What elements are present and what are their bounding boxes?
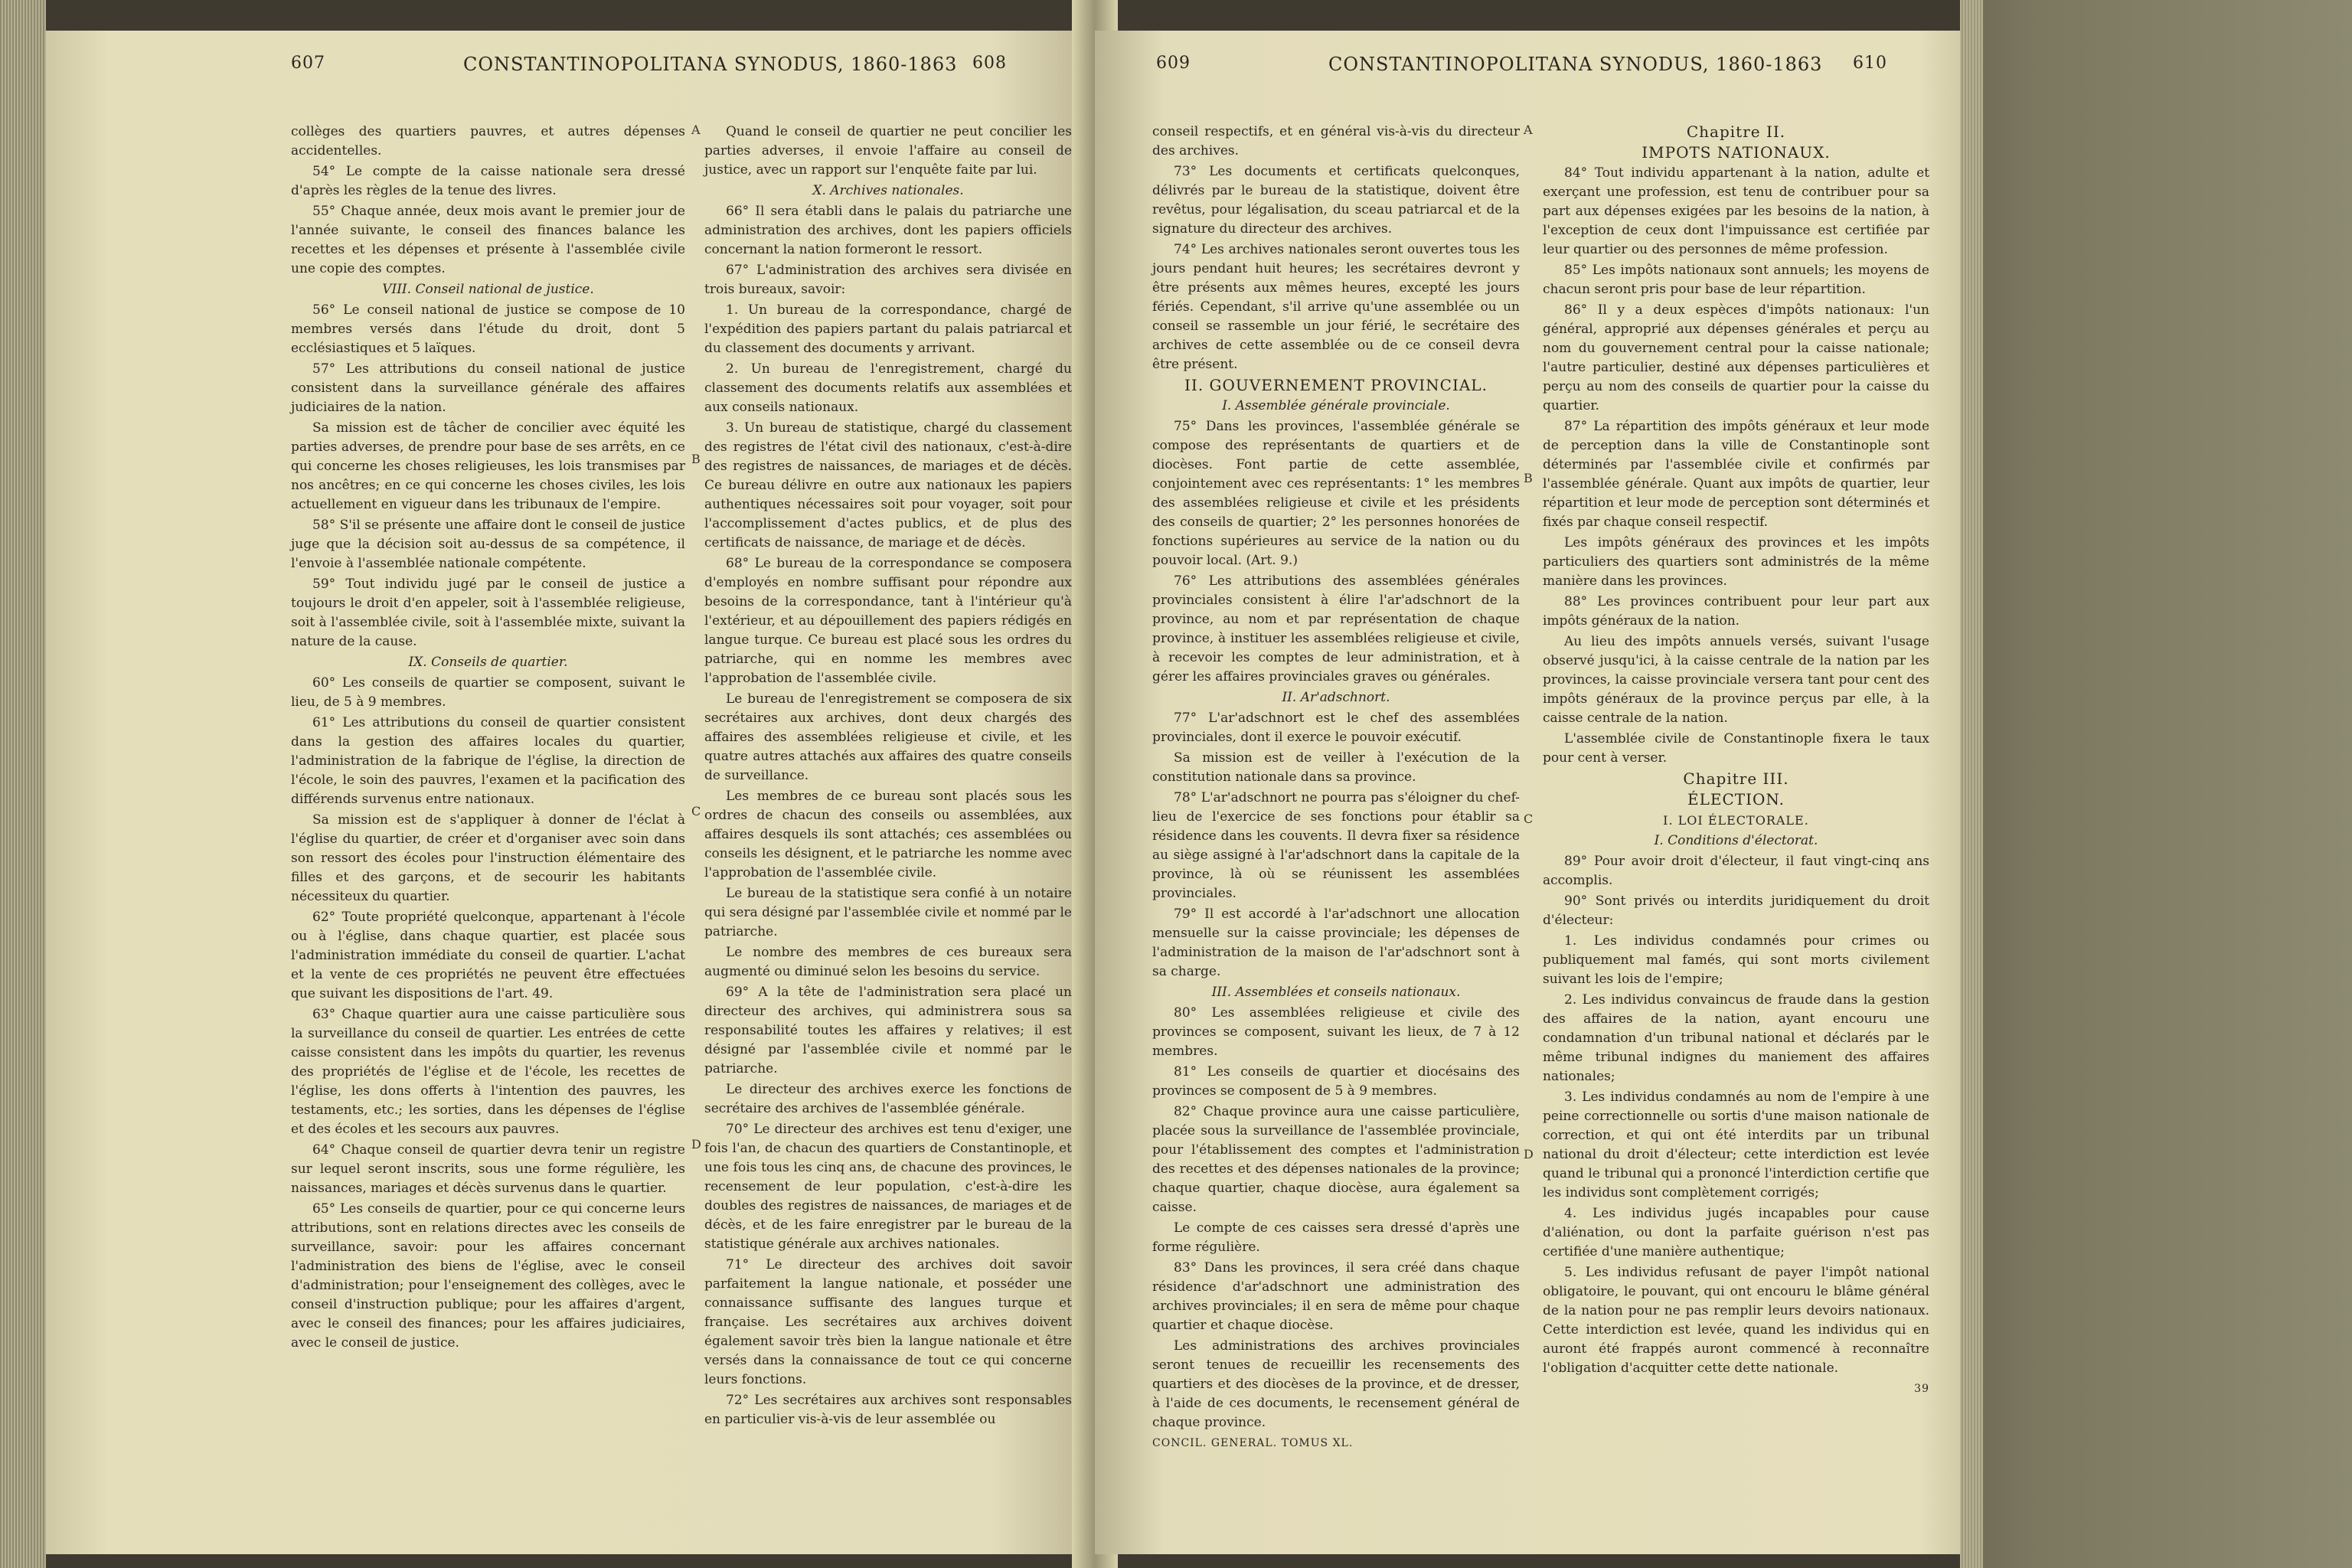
paragraph: 79° Il est accordé à l'ar'adschnort une allocation mensuelle sur la caisse provinciale; les dépenses de l'administration de la maison de l'ar'adschnort sont à sa charge. <box>1152 906 1520 979</box>
margin-marker-c: C <box>1524 812 1534 826</box>
page-number-608: 608 <box>972 54 1007 73</box>
footer-signature: CONCIL. GENERAL. TOMUS XL. <box>1152 1437 1354 1449</box>
chapter-heading: II. GOUVERNEMENT PROVINCIAL. <box>1184 376 1488 394</box>
paragraph: 1. Un bureau de la correspondance, chargé de l'expédition des papiers partant du palais patriarcal et du classement des documents y arrivant. <box>704 302 1072 356</box>
paragraph: Sa mission est de veiller à l'exécution de la constitution nationale dans sa province. <box>1152 750 1520 785</box>
paragraph: 2. Un bureau de l'enregistrement, chargé du classement des documents relatifs aux assemblées et aux conseils nationaux. <box>704 361 1072 415</box>
margin-marker-d: D <box>1524 1147 1534 1161</box>
paragraph: Le bureau de la statistique sera confié à un notaire qui sera désigné par l'assemblée civile et nommé par le patriarche. <box>704 886 1072 939</box>
paragraph: 76° Les attributions des assemblées générales provinciales consistent à élire l'ar'adschnort de la province, au nom et par représentation de chaque province, à instituer les assemblées religieuse et civile, à recevoir les comptes de leur administration, et à gérer les affaires provinciales graves ou générales. <box>1152 573 1520 684</box>
paragraph: Le nombre des membres de ces bureaux sera augmenté ou diminué selon les besoins du service. <box>704 945 1072 979</box>
paragraph: 84° Tout individu appartenant à la nation, adulte et exerçant une profession, est tenu de contribuer pour sa part aux dépenses exigées par les besoins de la nation, à l'exception de ceux dont l'impuissance est certifiée par leur quartier ou des personnes de même profession. <box>1543 165 1929 257</box>
paragraph: 72° Les secrétaires aux archives sont responsables en particulier vis-à-vis de leur assemblée ou <box>704 1393 1072 1427</box>
paragraph: 65° Les conseils de quartier, pour ce qui concerne leurs attributions, sont en relations directes avec les conseils de surveillance, savoir: pour les affaires concernant l'administration des biens de l'église, avec le conseil d'administration; pour l'enseignement des collèges, avec le conseil d'instruction publique; pour les affaires d'argent, avec le conseil des finances; pour les affaires judiciaires, avec le conseil de justice. <box>291 1201 685 1351</box>
paragraph: 66° Il sera établi dans le palais du patriarche une administration des archives, dont les papiers officiels concernant la nation formeront le ressort. <box>704 204 1072 257</box>
paragraph: 89° Pour avoir droit d'électeur, il faut vingt-cinq ans accomplis. <box>1543 854 1929 888</box>
paragraph: 80° Les assemblées religieuse et civile des provinces se composent, suivant les lieux, de 7 à 12 membres. <box>1152 1005 1520 1059</box>
paragraph: 71° Le directeur des archives doit savoir parfaitement la langue nationale, et posséder une connaissance suffisante des langues turque et française. Les secrétaires aux archives doivent également savoir très bien la langue nationale et être versés dans la connaissance de tout ce qui concerne leurs fonctions. <box>704 1257 1072 1387</box>
paragraph: 59° Tout individu jugé par le conseil de justice a toujours le droit d'en appeler, soit à l'assemblée religieuse, soit à l'assemblée civile, soit à l'assemblée mixte, suivant la nature de la cause. <box>291 577 685 649</box>
paragraph: 54° Le compte de la caisse nationale sera dressé d'après les règles de la tenue des livres. <box>291 164 685 198</box>
paragraph: 57° Les attributions du conseil national de justice consistent dans la surveillance générale des affaires judiciaires de la nation. <box>291 361 685 415</box>
paragraph: Quand le conseil de quartier ne peut concilier les parties adverses, il envoie l'affaire au conseil de justice, avec un rapport sur l'enquête faite par lui. <box>704 124 1072 178</box>
paragraph: 77° L'ar'adschnort est le chef des assemblées provinciales, dont il exerce le pouvoir exécutif. <box>1152 710 1520 745</box>
paragraph: 78° L'ar'adschnort ne pourra pas s'éloigner du chef-lieu de l'exercice de ses fonctions pour établir sa résidence dans les couvents. Il devra fixer sa résidence au siège assigné à l'ar'adschnort dans la capitale de la province, là où se réunissent les assemblées provinciales. <box>1152 790 1520 901</box>
margin-marker-a: A <box>1524 122 1533 137</box>
paragraph: 1. Les individus condamnés pour crimes ou publiquement mal famés, qui sont morts civilement suivant les lois de l'empire; <box>1543 933 1929 987</box>
column-607 <box>291 122 685 1354</box>
paragraph: 82° Chaque province aura une caisse particulière, placée sous la surveillance de l'assemblée provinciale, pour l'établissement des comptes et l'administration des recettes et des dépenses nationales de la province; chaque quartier, chaque diocèse, aura également sa caisse. <box>1152 1104 1520 1215</box>
paragraph: 56° Le conseil national de justice se compose de 10 membres versés dans l'étude du droit, dont 5 ecclésiastiques et 5 laïques. <box>291 302 685 356</box>
chapter-title: IMPOTS NATIONAUX. <box>1642 143 1831 162</box>
paragraph: 64° Chaque conseil de quartier devra tenir un registre sur lequel seront inscrits, sous une forme régulière, les naissances, mariages et décès survenus dans le quartier. <box>291 1142 685 1196</box>
paragraph: conseil respectifs, et en général vis-à-vis du directeur des archives. <box>1152 124 1520 158</box>
chapter-heading: Chapitre II. <box>1686 122 1786 141</box>
paragraph: 74° Les archives nationales seront ouvertes tous les jours pendant huit heures; les secrétaires devront y être présents aux mêmes heures, excepté les jours fériés. Cependant, s'il arrive qu'une assemblée ou un conseil se rassemble un jour férié, le secrétaire des archives de cette assemblée ou de ce conseil devra être présent. <box>1152 242 1520 372</box>
page-number-610: 610 <box>1853 54 1887 73</box>
paragraph: Les impôts généraux des provinces et les impôts particuliers des quartiers sont administrés de la même manière dans les provinces. <box>1543 535 1929 589</box>
section-heading: I. Assemblée générale provinciale. <box>1222 398 1450 413</box>
paragraph: L'assemblée civile de Constantinople fixera le taux pour cent à verser. <box>1543 731 1929 766</box>
section-heading: VIII. Conseil national de justice. <box>382 282 594 297</box>
paragraph: 60° Les conseils de quartier se composent, suivant le lieu, de 5 à 9 membres. <box>291 675 685 710</box>
paragraph: 58° S'il se présente une affaire dont le conseil de justice juge que la décision soit au-dessus de sa compétence, il l'envoie à l'assemblée nationale compétente. <box>291 518 685 571</box>
left-page <box>46 31 1095 1554</box>
section-heading: III. Assemblées et conseils nationaux. <box>1211 985 1461 1000</box>
section-heading: X. Archives nationales. <box>812 183 964 198</box>
paragraph: 3. Un bureau de statistique, chargé du classement des registres de l'état civil des nationaux, c'est-à-dire des registres de naissances, de mariages et de décès. Ce bureau délivre en outre aux nationaux les papiers authentiques nécessaires soit pour voyager, soit pour l'accomplissement d'actes publics, et de plus des certificats de naissance, de mariage et de décès. <box>704 420 1072 550</box>
section-heading: I. Conditions d'électorat. <box>1654 833 1818 848</box>
paragraph: 69° A la tête de l'administration sera placé un directeur des archives, qui administrera sous sa responsabilité toutes les affaires y relatives; il est désigné par l'assemblée civile et nommé par le patriarche. <box>704 985 1072 1076</box>
running-title-left: CONSTANTINOPOLITANA SYNODUS, 1860-1863 <box>463 54 958 75</box>
paragraph: 88° Les provinces contribuent pour leur part aux impôts généraux de la nation. <box>1543 594 1929 629</box>
paragraph: Au lieu des impôts annuels versés, suivant l'usage observé jusqu'ici, à la caisse centrale de la nation par les provinces, la caisse provinciale versera tant pour cent des impôts généraux de la province perçus par elle, à la caisse centrale de la nation. <box>1543 634 1929 726</box>
paragraph: 55° Chaque année, deux mois avant le premier jour de l'année suivante, le conseil des finances balance les recettes et les dépenses et présente à l'assemblée civile une copie des comptes. <box>291 204 685 276</box>
paragraph: Le directeur des archives exerce les fonctions de secrétaire des archives de l'assemblée générale. <box>704 1082 1072 1116</box>
paragraph: 68° Le bureau de la correspondance se composera d'employés en nombre suffisant pour répondre aux besoins de la correspondance, tant à l'intérieur qu'à l'extérieur, et au dépouillement des papiers rédigés en langue turque. Ce bureau est placé sous les ordres du patriarche, qui en nomme les membres avec l'approbation de l'assemblée civile. <box>704 556 1072 686</box>
left-page-edges <box>0 0 46 1568</box>
margin-marker-c: C <box>691 804 701 818</box>
page-number-609: 609 <box>1156 54 1191 73</box>
paragraph: 73° Les documents et certificats quelconques, délivrés par le bureau de la statistique, doivent être revêtus, pour légalisation, du sceau patriarcal et de la signature du directeur des archives. <box>1152 164 1520 237</box>
paragraph: 85° Les impôts nationaux sont annuels; les moyens de chacun seront pris pour base de leur répartition. <box>1543 263 1929 297</box>
paragraph: 87° La répartition des impôts généraux et leur mode de perception dans la ville de Constantinople sont déterminés par l'assemblée civile et confirmés par l'assemblée générale. Quant aux impôts de quartier, leur répartition et leur mode de perception sont déterminés et fixés par chaque conseil respectif. <box>1543 419 1929 530</box>
paragraph: 75° Dans les provinces, l'assemblée générale se compose des représentants de quartiers et de diocèses. Font partie de cette assemblée, conjointement avec ces représentants: 1° les membres des assemblées religieuse et civile et les présidents des conseils de quartier; 2° les personnes honorées de fonctions supérieures au service de la nation ou du pouvoir local. (Art. 9.) <box>1152 419 1520 568</box>
margin-marker-b: B <box>1524 471 1533 485</box>
paragraph: Sa mission est de s'appliquer à donner de l'éclat à l'église du quartier, de créer et d'organiser avec soin dans son ressort des écoles pour l'instruction élémentaire des filles et des garçons, et de secourir les habitants nécessiteux du quartier. <box>291 812 685 904</box>
paragraph: Les membres de ce bureau sont placés sous les ordres de chacun des conseils ou assemblées, aux affaires desquels ils sont attachés; ces assemblées ou conseils les désignent, et le patriarche les nomme avec l'approbation de l'assemblée civile. <box>704 789 1072 880</box>
paragraph: 70° Le directeur des archives est tenu d'exiger, une fois l'an, de chacun des quartiers de Constantinople, et une fois tous les cinq ans, de chacune des provinces, le recensement de leur population, c'est-à-dire les doubles des registres de naissances, de mariages et de décès, et de les faire enregistrer par le bureau de la statistique générale aux archives nationales. <box>704 1122 1072 1252</box>
paragraph: 3. Les individus condamnés au nom de l'empire à une peine correctionnelle ou sortis d'une maison nationale de correction, et qui ont été interdits par un tribunal national du droit d'électeur; cette interdiction est levée quand le tribunal qui a prononcé l'interdiction certifie que les individus sont complètement corrigés; <box>1543 1089 1929 1200</box>
margin-marker-a: A <box>691 122 701 137</box>
paragraph: 4. Les individus jugés incapables pour cause d'aliénation, ou dont la parfaite guérison n'est pas certifiée d'une manière authentique; <box>1543 1206 1929 1259</box>
paragraph: 90° Sont privés ou interdits juridiquement du droit d'électeur: <box>1543 893 1929 928</box>
paragraph: 86° Il y a deux espèces d'impôts nationaux: l'un général, approprié aux dépenses générales et perçu au nom du gouvernement central pour la caisse nationale; l'autre particulier, destiné aux dépenses particulières et perçu au nom des conseils de quartier pour la caisse du quartier. <box>1543 302 1929 413</box>
page-number-607: 607 <box>291 54 325 73</box>
paragraph: 61° Les attributions du conseil de quartier consistent dans la gestion des affaires locales du quartier, l'administration de la fabrique de l'église, la direction de l'école, le soin des pauvres, l'examen et la pacification des différends survenus entre nationaux. <box>291 715 685 807</box>
paragraph: Sa mission est de tâcher de concilier avec équité les parties adverses, de prendre pour base de ses arrêts, en ce qui concerne les choses religieuses, les lois transmises par nos ancêtres; en ce qui concerne les choses civiles, les lois actuellement en vigueur dans les tribunaux de l'empire. <box>291 420 685 512</box>
paragraph: 67° L'administration des archives sera divisée en trois bureaux, savoir: <box>704 263 1072 297</box>
column-608 <box>704 122 1072 1431</box>
section-heading: I. LOI ÉLECTORALE. <box>1663 813 1809 828</box>
running-title-right: CONSTANTINOPOLITANA SYNODUS, 1860-1863 <box>1328 54 1823 75</box>
margin-marker-d: D <box>691 1137 701 1152</box>
chapter-heading: Chapitre III. <box>1683 769 1789 788</box>
right-page <box>1095 31 1960 1554</box>
paragraph: 83° Dans les provinces, il sera créé dans chaque résidence d'ar'adschnort une administration des archives provinciales; il en sera de même pour chaque quartier et chaque diocèse. <box>1152 1260 1520 1333</box>
paragraph: 2. Les individus convaincus de fraude dans la gestion des affaires de la nation, ayant encouru une condamnation d'un tribunal national et déclarés par le même tribunal indignes du maniement des affaires nationales; <box>1543 992 1929 1084</box>
column-610 <box>1543 122 1929 1400</box>
paragraph: collèges des quartiers pauvres, et autres dépenses accidentelles. <box>291 124 685 158</box>
section-heading: IX. Conseils de quartier. <box>408 655 568 670</box>
chapter-title: ÉLECTION. <box>1687 790 1785 808</box>
signature-mark: 39 <box>1914 1383 1929 1395</box>
section-heading: II. Ar'adschnort. <box>1282 690 1390 705</box>
paragraph: Le bureau de l'enregistrement se composera de six secrétaires aux archives, dont deux chargés des affaires des assemblées religieuse et civile, et les quatre autres attachés aux affaires des quatre conseils de surveillance. <box>704 691 1072 783</box>
paragraph: Les administrations des archives provinciales seront tenues de recueillir les recensements des quartiers et des diocèses de la province, et de dresser, à l'aide de ces documents, le recensement général de chaque province. <box>1152 1338 1520 1430</box>
column-609 <box>1152 122 1520 1455</box>
right-page-edges <box>1960 0 2352 1568</box>
paragraph: 81° Les conseils de quartier et diocésains des provinces se composent de 5 à 9 membres. <box>1152 1064 1520 1099</box>
paragraph: 5. Les individus refusant de payer l'impôt national obligatoire, le pouvant, qui ont encouru le blâme général de la nation pour ne pas remplir leurs devoirs nationaux. Cette interdiction est levée, quand les individus qui en auront été frappés auront commencé à reconnaître l'obligation d'acquitter cette dette nationale. <box>1543 1265 1929 1376</box>
paragraph: Le compte de ces caisses sera dressé d'après une forme régulière. <box>1152 1220 1520 1255</box>
margin-marker-b: B <box>691 452 701 466</box>
paragraph: 62° Toute propriété quelconque, appartenant à l'école ou à l'église, dans chaque quartier, est placée sous l'administration immédiate du conseil de quartier. L'achat et la vente de ces propriétés ne peuvent être effectuées que suivant les dispositions de l'art. 49. <box>291 910 685 1001</box>
paragraph: 63° Chaque quartier aura une caisse particulière sous la surveillance du conseil de quartier. Les entrées de cette caisse consistent dans les impôts du quartier, les revenus des propriétés de l'église et de l'école, les recettes de l'église, les dons offerts à l'intention des pauvres, les testaments, etc.; les sorties, dans les dépenses de l'église et des écoles et les secours aux pauvres. <box>291 1007 685 1137</box>
